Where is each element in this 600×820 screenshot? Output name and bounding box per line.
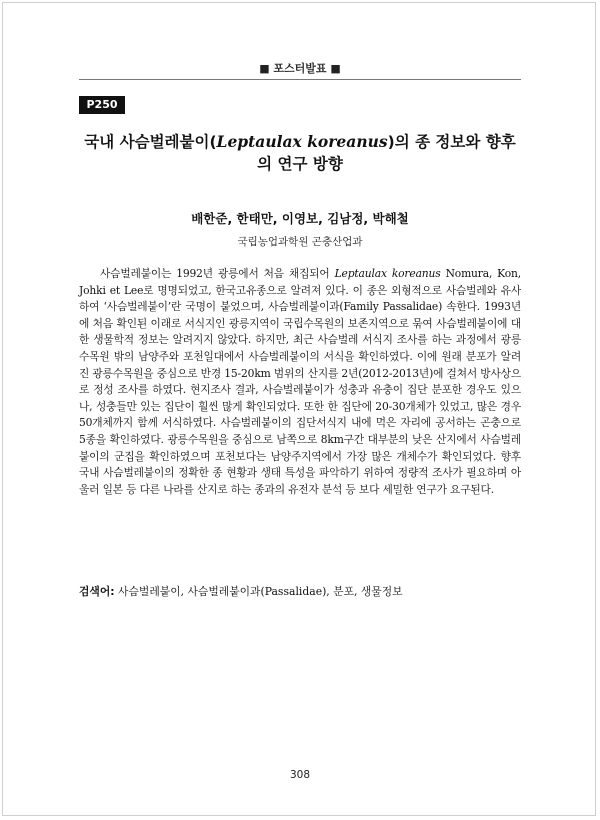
abstract-text-rest: Nomura, Kon, Johki et Lee로 명명되었고, 한국고유종으로 알려져 있다. 이 종은 외형적으로 사슴벌레와 유사하여 ‘사슴벌레붙이’란 국명이 붙었으며, 사슴벌레붙이과(Family Passalidae) 속한다. 1993년에 처음 확인된 이래로 서식지인 광릉지역이 국립수목원의 보존지역으로 묶여 사슴벌레붙이에 대한 생물학적 정보는 알려지지 않았다. 하지만, 최근 사슴벌레 서식지 조사를 하는 과정에서 광릉수목원 밖의 남양주와 포천일대에서 사슴벌레붙이의 서식을 확인하였다. 이에 원래 분포가 알려진 광릉수목원을 중심으로 반경 15-20km 범위의 산지를 2년(2012-2013년)에 걸쳐서 방사상으로 정성 조사를 하였다. 현지조사 결과, 사슴벌레붙이가 성충과 유충이 집단 분포한 경우도 있으나, 성충들만 있는 집단이 훨씬 많게 확인되었다. 또한 한 집단에 20-30개체가 있었고, 많은 경우 50개체까지 함께 서식하였다. 사슴벌레붙이의 집단서식지 내에 먹은 자리에 공서하는 곤충으로 5종을 확인하였다. 광릉수목원을 중심으로 남쪽으로 8km구간 대부분의 낮은 산지에서 사슴벌레붙이의 군집을 확인하였으며 포천보다는 남양주지역에서 가장 많은 개체수가 확인되었다. 향후 국내 사슴벌레붙이의 정확한 종 현황과 생태 특성을 파악하기 위하여 정량적 조사가 필요하며 아울러 일본 등 다른 나라를 산지로 하는 종과의 유전자 분석 등 보다 세밀한 연구가 요구된다. [79,267,521,496]
title-scientific-name: Leptaulax koreanus [216,132,388,151]
affiliation: 국립농업과학원 곤충산업과 [237,236,363,248]
keywords-label: 검색어: [79,585,115,598]
author-list: 배한준, 한태만, 이영보, 김남정, 박해철 [191,211,409,226]
page-number: 308 [289,769,311,781]
keywords-text: 사슴벌레붙이, 사슴벌레붙이과(Passalidae), 분포, 생물정보 [114,585,403,598]
title-prefix: 국내 사슴벌레붙이( [84,133,217,151]
abstract-scientific-name: Leptaulax koreanus [334,267,441,280]
section-header: ■ 포스터발표 ■ [259,62,341,75]
paper-title [79,131,521,175]
abstract-text-start: 사슴벌레붙이는 1992년 광릉에서 처음 채집되어 [100,267,335,280]
title-suffix: )의 종 정보와 향후의 연구 방향 [257,133,516,173]
header-divider [79,79,521,80]
abstract-body [79,266,521,498]
poster-code-badge: P250 [79,96,125,114]
keywords-line [79,584,521,599]
